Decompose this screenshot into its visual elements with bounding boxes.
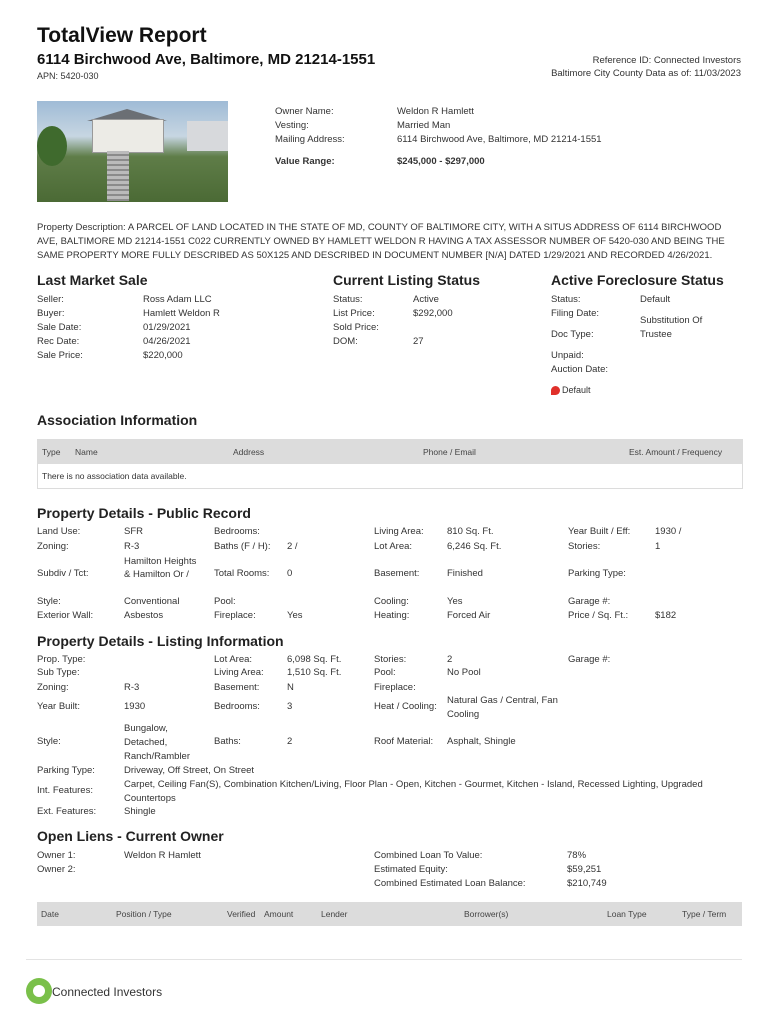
parking-type-label: Parking Type: xyxy=(568,568,626,579)
seller: Ross Adam LLC xyxy=(143,294,212,305)
col-date: Date xyxy=(41,909,59,919)
lot-area-label: Lot Area: xyxy=(374,541,413,552)
living-area: 810 Sq. Ft. xyxy=(447,526,494,537)
house-shape xyxy=(92,119,164,153)
rec-date-label: Rec Date: xyxy=(37,336,80,347)
sale-date-label: Sale Date: xyxy=(37,322,82,333)
heating: Forced Air xyxy=(447,610,491,621)
association-title: Association Information xyxy=(37,412,198,428)
li-year-built-label: Year Built: xyxy=(37,701,80,712)
neighbor-house-shape xyxy=(187,121,228,151)
li-zoning-label: Zoning: xyxy=(37,682,69,693)
owner1: Weldon R Hamlett xyxy=(124,850,201,861)
subdiv-label: Subdiv / Tct: xyxy=(37,568,89,579)
price-sqft-label: Price / Sq. Ft.: xyxy=(568,610,629,621)
pool-label: Pool: xyxy=(214,596,236,607)
baths: 2 / xyxy=(287,541,298,552)
foreclosure-title: Active Foreclosure Status xyxy=(551,272,724,288)
equity-label: Estimated Equity: xyxy=(374,864,448,875)
lien-owner-values xyxy=(124,849,201,863)
listing-info-grid xyxy=(37,654,743,820)
footer-divider xyxy=(26,959,742,960)
li-basement: N xyxy=(287,682,294,693)
li-living-area: 1,510 Sq. Ft. xyxy=(287,667,342,678)
association-header xyxy=(38,440,742,464)
owner-info xyxy=(275,105,345,169)
filing-date-label: Filing Date: xyxy=(551,308,600,319)
last-market-sale-title: Last Market Sale xyxy=(37,272,148,288)
year-built-label: Year Built / Eff: xyxy=(568,526,631,537)
style-label: Style: xyxy=(37,596,61,607)
owner1-label: Owner 1: xyxy=(37,850,76,861)
vesting: Married Man xyxy=(397,120,451,131)
property-address: 6114 Birchwood Ave, Baltimore, MD 21214-1551 xyxy=(37,51,376,68)
land-use-label: Land Use: xyxy=(37,526,81,537)
steps-shape xyxy=(107,151,129,201)
listing-info-title: Property Details - Listing Information xyxy=(37,633,284,649)
exterior-wall-label: Exterior Wall: xyxy=(37,610,94,621)
open-liens-title: Open Liens - Current Owner xyxy=(37,828,224,844)
rec-date: 04/26/2021 xyxy=(143,336,191,347)
li-parking: Driveway, Off Street, On Street xyxy=(124,765,255,776)
bedrooms-label: Bedrooms: xyxy=(214,526,260,537)
liens-table-header xyxy=(37,902,742,926)
footer-brand: Connected Investors xyxy=(52,985,163,999)
reference-id: Reference ID: Connected Investors xyxy=(592,55,741,66)
sold-price-label: Sold Price: xyxy=(333,322,379,333)
equity: $59,251 xyxy=(567,864,602,875)
report-title: TotalView Report xyxy=(37,24,207,47)
dom: 27 xyxy=(413,336,424,347)
heating-label: Heating: xyxy=(374,610,410,621)
listing-status-title: Current Listing Status xyxy=(333,272,481,288)
li-lot-area-label: Lot Area: xyxy=(214,654,253,665)
foreclosure-labels xyxy=(551,293,608,377)
fireplace-label: Fireplace: xyxy=(214,610,256,621)
sub-type-label: Sub Type: xyxy=(37,667,80,678)
vesting-label: Vesting: xyxy=(275,120,309,131)
col-type: Type xyxy=(42,447,61,457)
reference-info xyxy=(551,54,741,80)
baths-label: Baths (F / H): xyxy=(214,541,271,552)
fireplace: Yes xyxy=(287,610,303,621)
zoning-label: Zoning: xyxy=(37,541,69,552)
li-stories: 2 xyxy=(447,654,453,665)
li-living-area-label: Living Area: xyxy=(214,667,264,678)
tree-shape xyxy=(37,126,67,166)
value-range: $245,000 - $297,000 xyxy=(397,156,485,167)
apn: APN: 5420-030 xyxy=(37,71,99,81)
foreclosure-values xyxy=(640,293,735,342)
li-basement-label: Basement: xyxy=(214,682,260,693)
basement: Finished xyxy=(447,568,483,579)
foreclosure-status: Default xyxy=(640,294,671,305)
public-record-title: Property Details - Public Record xyxy=(37,505,251,521)
land-use: SFR xyxy=(124,526,143,537)
living-area-label: Living Area: xyxy=(374,526,424,537)
sale-price-label: Sale Price: xyxy=(37,350,83,361)
li-fireplace-label: Fireplace: xyxy=(374,682,416,693)
col-type-term: Type / Term xyxy=(682,909,727,919)
listing-status: Active xyxy=(413,294,439,305)
map-pin-icon xyxy=(551,386,560,395)
sale-date: 01/29/2021 xyxy=(143,322,191,333)
zoning: R-3 xyxy=(124,541,140,552)
heat-cooling-label: Heat / Cooling: xyxy=(374,701,437,712)
property-description: Property Description: A PARCEL OF LAND LOCATED IN THE STATE OF MD, COUNTY OF BALTIMORE CITY, WITH A SITUS ADDRESS OF 6114 BIRCHWOOD AVE, BALTIMORE MD 21214-1551 C022 CURRENTLY OWNED BY HAMLETT WELDON R HAVING A TAX ASSESSOR NUMBER OF 5420-030 AND BEING THE SAME PROPERTY MORE FULLY DESCRIBED AS 50X125 AND DESCRIBED IN DOCUMENT NUMBER [N/A] DATED 1/29/2021 AND RECORDED 4/26/2021. xyxy=(37,222,725,261)
sold-price xyxy=(413,321,453,335)
list-price: $292,000 xyxy=(413,308,453,319)
col-amount: Est. Amount / Frequency xyxy=(629,447,723,457)
total-rooms: 0 xyxy=(287,568,293,579)
dom-label: DOM: xyxy=(333,336,358,347)
unpaid-label: Unpaid: xyxy=(551,350,584,361)
col-phone: Phone / Email xyxy=(423,447,476,457)
mailing-address: 6114 Birchwood Ave, Baltimore, MD 21214-1551 xyxy=(397,134,602,145)
lien-summary-labels xyxy=(374,849,526,891)
auction-date-label: Auction Date: xyxy=(551,364,609,375)
col-borrowers: Borrower(s) xyxy=(464,909,509,919)
basement-label: Basement: xyxy=(374,568,420,579)
total-rooms-label: Total Rooms: xyxy=(214,568,270,579)
subdiv: Hamilton Heights & Hamilton Or / xyxy=(124,556,197,580)
value-range-label: Value Range: xyxy=(275,156,335,167)
ext-features: Shingle xyxy=(124,806,156,817)
lot-area: 6,246 Sq. Ft. xyxy=(447,541,502,552)
int-features-label: Int. Features: xyxy=(37,785,93,796)
garage-label: Garage #: xyxy=(568,596,611,607)
mailing-label: Mailing Address: xyxy=(275,134,345,145)
owner-name-label: Owner Name: xyxy=(275,106,334,117)
buyer-label: Buyer: xyxy=(37,308,65,319)
heat-cooling: Natural Gas / Central, Fan Cooling xyxy=(447,695,558,720)
seller-label: Seller: xyxy=(37,294,64,305)
li-stories-label: Stories: xyxy=(374,654,407,665)
legend-label: Default xyxy=(562,385,591,395)
li-style-label: Style: xyxy=(37,736,61,747)
last-sale-labels xyxy=(37,293,83,363)
li-bedrooms: 3 xyxy=(287,701,293,712)
data-as-of: Baltimore City County Data as of: 11/03/2023 xyxy=(551,68,741,79)
status-label: Status: xyxy=(333,294,363,305)
col-address: Address xyxy=(233,447,265,457)
roof-material-label: Roof Material: xyxy=(374,736,434,747)
association-table xyxy=(37,439,743,489)
lien-summary-values xyxy=(567,849,607,891)
doc-type: Substitution Of Trustee xyxy=(640,315,703,340)
prop-type-label: Prop. Type: xyxy=(37,654,86,665)
connected-investors-logo-icon xyxy=(26,978,52,1004)
cltv: 78% xyxy=(567,850,587,861)
doc-type-label: Doc Type: xyxy=(551,329,594,340)
lien-owner-labels xyxy=(37,849,76,877)
list-price-label: List Price: xyxy=(333,308,375,319)
price-sqft: $182 xyxy=(655,610,677,621)
owner-name: Weldon R Hamlett xyxy=(397,106,474,117)
li-year-built: 1930 xyxy=(124,701,146,712)
li-lot-area: 6,098 Sq. Ft. xyxy=(287,654,342,665)
exterior-wall: Asbestos xyxy=(124,610,164,621)
association-empty: There is no association data available. xyxy=(42,471,187,481)
last-sale-values xyxy=(143,293,220,363)
int-features: Carpet, Ceiling Fan(S), Combination Kitchen/Living, Floor Plan - Open, Kitchen - Gourmet, Kitchen - Island, Recessed Lighting, Upgraded Countertops xyxy=(124,779,703,804)
li-baths: 2 xyxy=(287,736,293,747)
public-record-grid xyxy=(37,526,743,626)
buyer: Hamlett Weldon R xyxy=(143,308,220,319)
col-name: Name xyxy=(75,447,98,457)
listing-labels xyxy=(333,293,379,349)
owner-values xyxy=(397,105,602,169)
li-pool-label: Pool: xyxy=(374,667,396,678)
balance: $210,749 xyxy=(567,878,607,889)
li-pool: No Pool xyxy=(447,667,481,678)
col-loan-type: Loan Type xyxy=(607,909,647,919)
stories: 1 xyxy=(655,541,661,552)
col-lender: Lender xyxy=(321,909,348,919)
balance-label: Combined Estimated Loan Balance: xyxy=(374,878,526,889)
li-bedrooms-label: Bedrooms: xyxy=(214,701,260,712)
li-zoning: R-3 xyxy=(124,682,140,693)
col-amount: Amount xyxy=(264,909,294,919)
roof-material: Asphalt, Shingle xyxy=(447,736,516,747)
li-style: Bungalow, Detached, Ranch/Rambler xyxy=(124,723,190,762)
listing-values xyxy=(413,293,453,349)
foreclosure-status-label: Status: xyxy=(551,294,581,305)
property-photo xyxy=(37,101,228,202)
ext-features-label: Ext. Features: xyxy=(37,806,97,817)
li-baths-label: Baths: xyxy=(214,736,241,747)
cooling-label: Cooling: xyxy=(374,596,409,607)
li-garage-label: Garage #: xyxy=(568,654,611,665)
style: Conventional xyxy=(124,596,180,607)
year-built: 1930 / xyxy=(655,526,682,537)
col-position: Position / Type xyxy=(116,909,172,919)
sale-price: $220,000 xyxy=(143,350,183,361)
li-parking-label: Parking Type: xyxy=(37,765,95,776)
cltv-label: Combined Loan To Value: xyxy=(374,850,483,861)
col-verified: Verified xyxy=(227,909,256,919)
default-legend xyxy=(551,385,591,395)
stories-label: Stories: xyxy=(568,541,601,552)
cooling: Yes xyxy=(447,596,463,607)
owner2-label: Owner 2: xyxy=(37,864,76,875)
